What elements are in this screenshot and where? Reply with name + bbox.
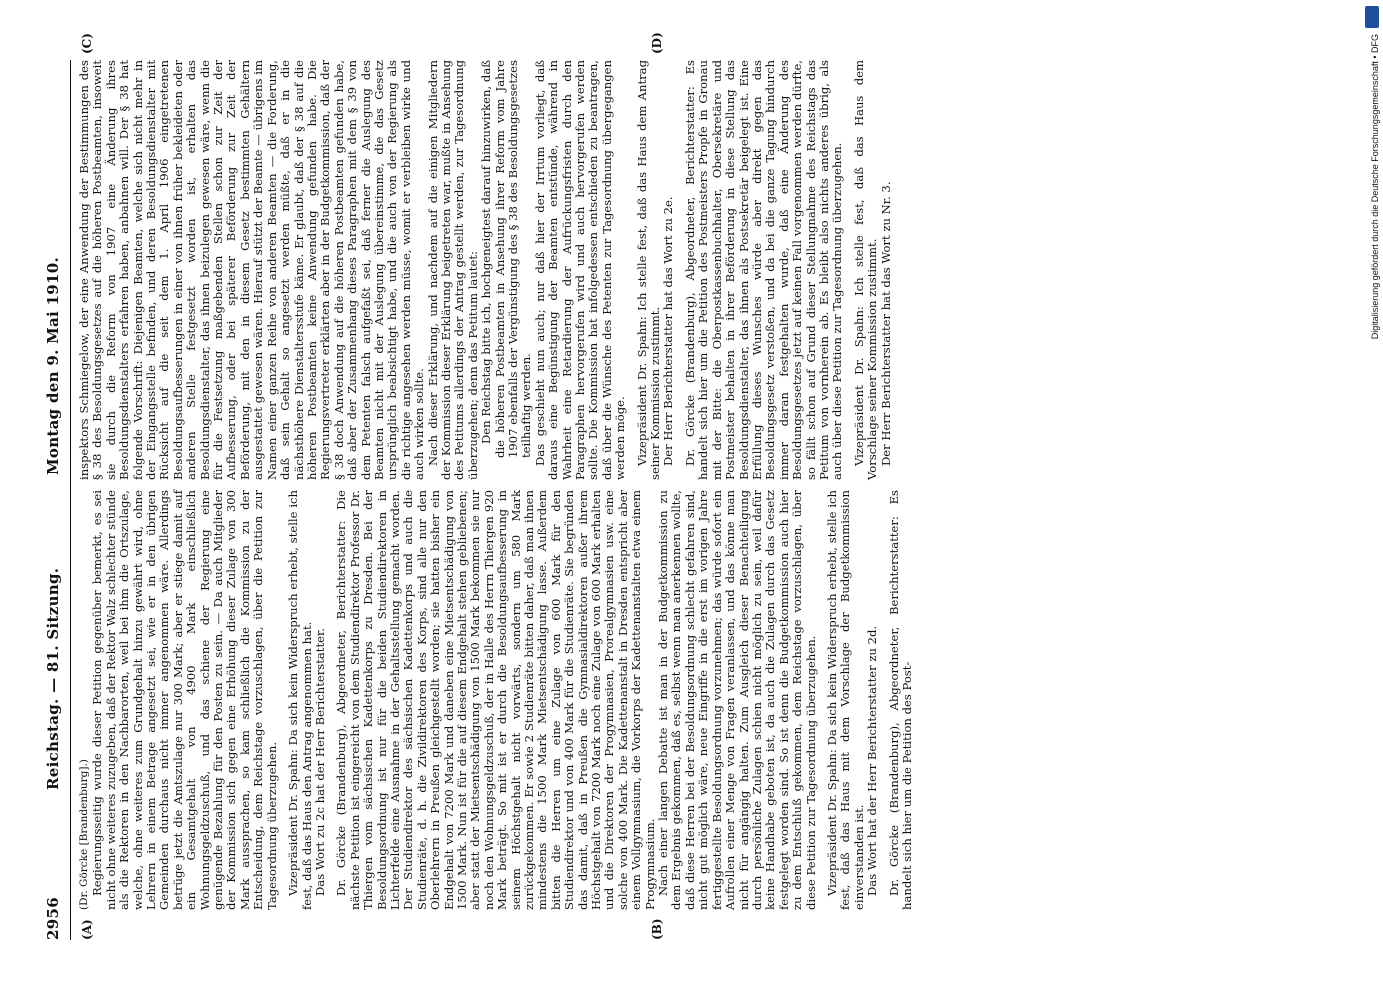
paragraph: Vizepräsident Dr. Spahn: Da sich kein Widerspruch erhebt, stelle ich fest, daß das Haus den Antrag angenommen hat. — [286, 490, 314, 910]
header-rule — [70, 60, 71, 940]
margin-marker-c: (C) — [80, 33, 94, 54]
paragraph: Regierungsseitig wurde dieser Petition gegenüber bemerkt, es sei nicht ohne weiteres zuzugeben, daß der Rektor Walz schlechter stünde als die Rektoren in den Nachbarorten, weil bei ihm die Ortszulage, welche, ohne weiteres zum Grundgehalt hinzu gewährt wird, ohne Lehrern in einem Betrage angesetzt sei, wie er in den übrigen Gemeinden durchaus nicht immer angenommen wäre. Allerdings betrüge jetzt die Amtszulage nur 300 Mark; aber er stiege damit auf ein Gesamtgehalt von 4900 Mark einschließlich Wohnungsgeldzuschuß, und das schiene der Regierung eine genügende Bezahlung für den Posten zu sein. — Da auch Mitglieder der Kommission sich gegen eine Erhöhung dieser Zulage von 300 Mark aussprachen, so kam schließlich die Kommission zu der Entscheidung, dem Reichstage vorzuschlagen, über die Petition zur Tagesordnung überzugehen. — [90, 490, 279, 910]
paragraph: Dr. Görcke (Brandenburg), Abgeordneter, Berichterstatter: Die nächste Petition ist eingereicht von dem Studiendirektor Professor Dr. Thiergen vom sächsischen Kadettenkorps zu Dresden. Bei der Besoldungsordnung ist nur für die beiden Studiendirektoren in Lichterfelde eine Ausnahme in der Gehaltsstellung gemacht worden. Der Studiendirektor des sächsischen Kadettenkorps und auch die Studienräte, d. h. die Zivildirektoren des Korps, sind alle nur den Oberlehrern in Preußen gleichgestellt worden; sie hatten bisher ein Endgehalt von 7200 Mark und daneben eine Mietsentschädigung von 1500 Mark. Nun ist für die auf diesem Endgehalt stehen gebliebenen; aber statt der Mietsentschädigung von 1500 Mark bekommen sie nur noch den Wohnungsgeldzuschuß, der in Halle des Herrn Thiergen 920 Mark beträgt. So mit ist er durch die Besoldungsaufbesserung in seinem Höchstgehalt nicht vorwärts, sondern um 580 Mark zurückgekommen. Er sowie 2 Studienräte bitten daher, daß man ihnen mindestens die 1500 Mark Mietsentschädigung lasse. Außerdem bitten die Herren um eine Zulage von 600 Mark für den Studiendirektor und von 400 Mark für die Studienräte. Sie begründen das damit, daß in Preußen die Gymnasialdirektoren außer ihrem Höchstgehalt von 7200 Mark noch eine Zulage von 600 Mark erhalten und die Direktoren der Progymnasien, Prorealgymnasien usw. eine solche von 400 Mark. Die Kadettenanstalt in Dresden entspricht aber einem Vollgymnasium, die Vorkorps der Kadettenanstalten etwa einem Progymnasium. — [334, 490, 657, 910]
paragraph: inspektors Schmiegelow, der eine Anwendung der Bestimmungen des § 38 des Besoldungsgesetzes auf die höheren Postbeamten, insoweit sie durch die Reform von 1907 eine Änderung ihres Besoldungsdienstalters erfahren haben, anbahnen will. Der § 38 hat folgende Vorschrift: Diejenigen Beamten, welche sich nicht mehr in der Eingangsstelle befinden, und deren Besoldungsdienstalter mit Rücksicht auf die seit dem 1. April 1906 eingetretenen Besoldungsaufbesserungen in einer von ihnen früher bekleideten oder anderen Stelle festgesetzt worden ist, erhalten das Besoldungsdienstalter, das ihnen beizulegen gewesen wäre, wenn die für die Festsetzung maßgebenden Stellen schon zur Zeit der Aufbesserung, oder bei späterer Beförderung zur Zeit der Beförderung, mit den in diesem Gesetz bestimmten Gehältern ausgestattet gewesen wären. Hierauf stützt der Beamte — übrigens im Namen einer ganzen Reihe von anderen Beamten — die Forderung, daß sein Gehalt so angesetzt werden müßte, daß er in die nächsthöhere Dienstaltersstufe käme. Er glaubt, daß der § 38 auf die höheren Postbeamten keine Anwendung gefunden habe. Die Regierungsvertreter erklärten aber in der Budgetkommission, daß der § 38 doch Anwendung auf die höheren Postbeamten gefunden habe, daß aber der Zusammenhang dieses Paragraphen mit dem § 39 von dem Petenten falsch aufgefaßt sei, daß ferner die Auslegung des Beamten nicht mit der Auslegung übereinstimme, die das Gesetz ursprünglich beabsichtigt habe, und die auch von der Regierung als die richtige angesehen werden müsse, womit er verbleiben wirke und auch wirken sollte. — [77, 60, 427, 480]
margin-marker-a: (A) — [80, 919, 94, 940]
paragraph: Das Wort hat der Herr Berichterstatter zu 2d. — [865, 625, 880, 896]
page-header — [44, 60, 68, 940]
digitization-credit: Digitalisierung gefördert durch die Deutsche Forschungsgemeinschaft • DFG — [1370, 34, 1380, 340]
digitization-sidebar — [1361, 0, 1383, 1000]
margin-marker-b: (B) — [650, 918, 664, 940]
paragraph: Nach einer langen Debatte ist man in der Budgetkommission zu dem Ergebnis gekommen, daß es, selbst wenn man anerkennen wollte, daß diese Herren bei der Besoldungsordnung schlecht gefahren sind, nicht gut möglich wäre, neue Eingriffe in die erst im vorigen Jahre fertiggestellte Besoldungsordnung vorzunehmen; das würde sofort ein Aufrollen einer Menge von Fragen veranlassen, und das könne man nicht für angängig halten. Zum Ausgleich dieser Benachteiligung durch persönliche Zulagen schien nicht möglich zu sein, weil dafür keine Handhabe geboten ist, da auch die Zulagen durch das Gesetz festgelegt worden sind. So ist denn die Budgetkommission auch hier zu dem Entschluß gekommen, dem Reichstage vorzuschlagen, über diese Petition zur Tagesordnung überzugehen. — [656, 490, 818, 910]
speaker-continuation: (Dr. Görcke [Brandenburg].) — [78, 759, 90, 910]
paragraph: Dr. Görcke (Brandenburg), Abgeordneter, Berichterstatter: Es handelt sich hier um die Petition des Postmeisters Propfe in Gronau mit der Bitte: die Oberpostkassenbuchhalter, Obersekretäre und Postmeister behalten in ihrer Beförderung in diese Stellung das Besoldungsdienstalter, das ihnen als Postsekretär beigelegt ist. Eine Erfüllung dieses Wunsches würde aber direkt gegen das Besoldungsgesetz verstoßen, und da bei die ganze Tagung hindurch immer daran festgehalten wurde, daß eine Änderung des Besoldungsgesetzes jetzt auf keinen Fall vorgenommen werden dürfte, so fällt schon auf Grund dieser Stellungnahme des Reichstags das Petitum von vornherein ab. Es bleibt also nichts anderes übrig, als auch über diese Petition zur Tagesordnung überzugehen. — [682, 60, 845, 480]
paragraph: Dr. Görcke (Brandenburg), Abgeordneter, Berichterstatter: Es handelt sich hier um die Petition des Post- — [886, 490, 914, 910]
session-title: Reichstag. — 81. Sitzung. — [44, 567, 62, 790]
paragraph: Das geschieht nun auch; nur daß hier der Irrtum vorliegt, daß daraus eine Begünstigung der Beamten entstünde, während in Wahrheit eine Retardierung der Aufrückungsfristen durch den Paragraphen hervorgerufen wird und auch hervorgerufen werden sollte. Die Kommission hat infolgedessen entschieden zu beantragen, daß über die Wünsche des Petenten zur Tagesordnung übergegangen werden möge. — [532, 60, 628, 480]
paragraph: Vizepräsident Dr. Spahn: Da sich kein Widerspruch erhebt, stelle ich fest, daß das Haus mit dem Vorschlage der Budgetkommission einverstanden ist. — [824, 490, 866, 910]
page-number: 2956 — [44, 897, 62, 940]
paragraph: Nach dieser Erklärung, und nachdem auf die einigen Mitgliedern der Kommission dieser Erklärung beigetreten war, mußte in Ansehung des Petitums allerdings der Antrag gestellt werden, zur Tagesordnung überzugehen; denn das Petitum lautet: — [425, 60, 480, 480]
session-date: Montag den 9. Mai 1910. — [44, 256, 62, 475]
margin-marker-d: (D) — [650, 32, 664, 54]
paragraph: Vizepräsident Dr. Spahn: Ich stelle fest, daß das Haus dem Antrag seiner Kommission zustimmt. — [634, 60, 663, 480]
paragraph: Der Herr Berichterstatter hat das Wort zu Nr. 3. — [878, 181, 893, 466]
right-column — [78, 60, 893, 480]
petition-quote: Den Reichstag bitte ich, hochgeneigtest darauf hinzuwirken, daß die höheren Postbeamten in Ansehung ihrer Reform vom Jahre 1907 ebenfalls der Vergünstigung des § 38 des Besoldungsgesetzes teilhaftig werden. — [479, 60, 534, 458]
left-column — [78, 490, 914, 910]
paragraph: Das Wort zu 2c hat der Herr Berichterstatter. — [312, 628, 327, 896]
paragraph: Vizepräsident Dr. Spahn: Ich stelle fest, daß das Haus dem Vorschlage seiner Kommission zustimmt. — [851, 60, 880, 480]
dfg-logo-icon — [1365, 6, 1379, 28]
paragraph: Der Herr Berichterstatter hat das Wort zu 2e. — [661, 196, 676, 466]
